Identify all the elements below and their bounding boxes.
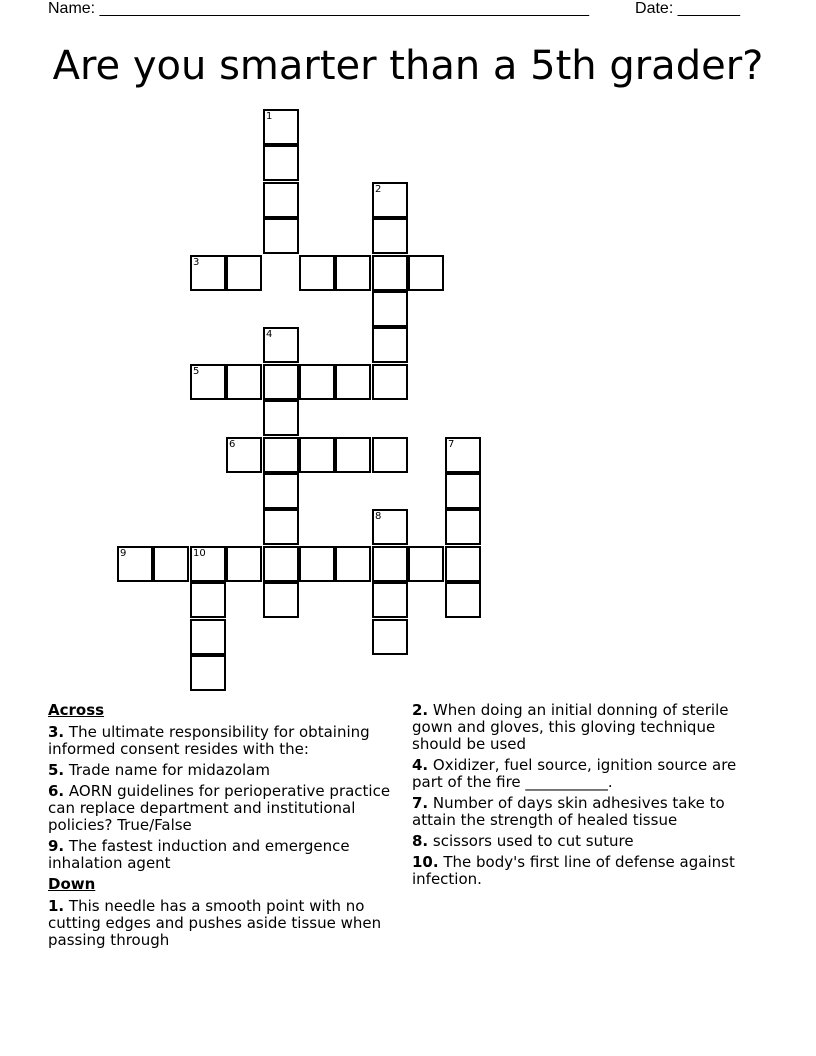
grid-cell[interactable]: [299, 437, 335, 473]
grid-cell[interactable]: [445, 509, 481, 545]
grid-cell[interactable]: [226, 546, 262, 582]
grid-cell[interactable]: [190, 546, 226, 582]
grid-cell[interactable]: [445, 473, 481, 509]
clue-text: The fastest induction and emergence inhalation agent: [48, 837, 350, 872]
clue-number: 10.: [412, 853, 439, 871]
grid-cell[interactable]: [408, 255, 444, 291]
grid-cell[interactable]: [299, 546, 335, 582]
grid-cell[interactable]: [263, 109, 299, 145]
grid-cell[interactable]: [335, 437, 371, 473]
clue-number: 5.: [48, 761, 65, 779]
grid-cell[interactable]: [190, 619, 226, 655]
cell-number: 8: [375, 511, 382, 522]
grid-cell[interactable]: [372, 619, 408, 655]
clue-text: AORN guidelines for perioperative practice can replace department and institutional policies? True/False: [48, 782, 391, 834]
cell-number: 5: [193, 366, 200, 377]
cell-number: 4: [266, 329, 273, 340]
grid-cell[interactable]: [408, 546, 444, 582]
grid-cell[interactable]: [263, 437, 299, 473]
header: [48, 0, 740, 20]
clue-down-10: [412, 854, 762, 888]
grid-cell[interactable]: [372, 291, 408, 327]
clue-text: Oxidizer, fuel source, ignition source are part of the fire ___________.: [412, 756, 737, 791]
clue-across-9: [48, 838, 398, 872]
grid-cell[interactable]: [372, 327, 408, 363]
grid-cell[interactable]: [299, 364, 335, 400]
cell-number: 2: [375, 184, 382, 195]
grid-cell[interactable]: [226, 364, 262, 400]
clue-number: 2.: [412, 701, 429, 719]
grid-cell[interactable]: [372, 582, 408, 618]
clue-text: The body's first line of defense against infection.: [412, 853, 735, 888]
grid-cell[interactable]: [372, 255, 408, 291]
clue-text: This needle has a smooth point with no cutting edges and pushes aside tissue when passing through: [48, 897, 382, 949]
across-clues-list: [48, 724, 398, 872]
grid-cell[interactable]: [263, 327, 299, 363]
clue-down-4: [412, 757, 762, 791]
clue-number: 3.: [48, 723, 65, 741]
page-title: Are you smarter than a 5th grader?: [52, 43, 764, 89]
grid-cell[interactable]: [190, 582, 226, 618]
clue-number: 4.: [412, 756, 429, 774]
clue-number: 7.: [412, 794, 429, 812]
grid-cell[interactable]: [372, 546, 408, 582]
down-clues-list-left: [48, 898, 398, 949]
clue-down-2: [412, 702, 762, 753]
clues-left-column: [48, 702, 398, 953]
clue-across-6: [48, 783, 398, 834]
clue-down-1: [48, 898, 398, 949]
grid-cell[interactable]: [190, 364, 226, 400]
crossword-grid: [117, 109, 483, 693]
grid-cell[interactable]: [263, 546, 299, 582]
grid-cell[interactable]: [263, 473, 299, 509]
cell-number: 6: [229, 439, 236, 450]
across-heading: Across: [48, 701, 105, 719]
grid-cell[interactable]: [190, 655, 226, 691]
clue-across-5: [48, 762, 398, 779]
grid-cell[interactable]: [226, 255, 262, 291]
date-field[interactable]: Date: _______: [635, 0, 740, 17]
clue-across-3: [48, 724, 398, 758]
grid-cell[interactable]: [445, 582, 481, 618]
grid-cell[interactable]: [335, 546, 371, 582]
clue-number: 8.: [412, 832, 429, 850]
grid-cell[interactable]: [117, 546, 153, 582]
clue-text: Trade name for midazolam: [68, 761, 270, 779]
grid-cell[interactable]: [299, 255, 335, 291]
grid-cell[interactable]: [263, 582, 299, 618]
clue-text: Number of days skin adhesives take to attain the strength of healed tissue: [412, 794, 725, 829]
clue-down-7: [412, 795, 762, 829]
cell-number: 1: [266, 111, 273, 122]
clue-number: 9.: [48, 837, 65, 855]
grid-cell[interactable]: [263, 182, 299, 218]
cell-number: 9: [120, 548, 127, 559]
clue-number: 1.: [48, 897, 65, 915]
grid-cell[interactable]: [372, 509, 408, 545]
cell-number: 3: [193, 257, 200, 268]
clue-text: scissors used to cut suture: [432, 832, 634, 850]
grid-cell[interactable]: [263, 509, 299, 545]
grid-cell[interactable]: [335, 255, 371, 291]
grid-cell[interactable]: [335, 364, 371, 400]
grid-cell[interactable]: [263, 400, 299, 436]
grid-cell[interactable]: [263, 364, 299, 400]
clue-down-8: [412, 833, 762, 850]
grid-cell[interactable]: [445, 546, 481, 582]
clues-right-column: [412, 702, 762, 892]
grid-cell[interactable]: [153, 546, 189, 582]
grid-cell[interactable]: [372, 182, 408, 218]
clue-text: The ultimate responsibility for obtaining informed consent resides with the:: [48, 723, 370, 758]
down-heading: Down: [48, 875, 96, 893]
cell-number: 7: [448, 439, 455, 450]
cell-number: 10: [193, 548, 206, 559]
clue-number: 6.: [48, 782, 65, 800]
grid-cell[interactable]: [263, 218, 299, 254]
grid-cell[interactable]: [190, 255, 226, 291]
grid-cell[interactable]: [372, 437, 408, 473]
grid-cell[interactable]: [263, 145, 299, 181]
name-field[interactable]: Name: _______________________________________________________: [48, 0, 589, 17]
grid-cell[interactable]: [372, 218, 408, 254]
grid-cell[interactable]: [445, 437, 481, 473]
grid-cell[interactable]: [372, 364, 408, 400]
grid-cell[interactable]: [226, 437, 262, 473]
clue-text: When doing an initial donning of sterile gown and gloves, this gloving technique should be used: [412, 701, 729, 753]
